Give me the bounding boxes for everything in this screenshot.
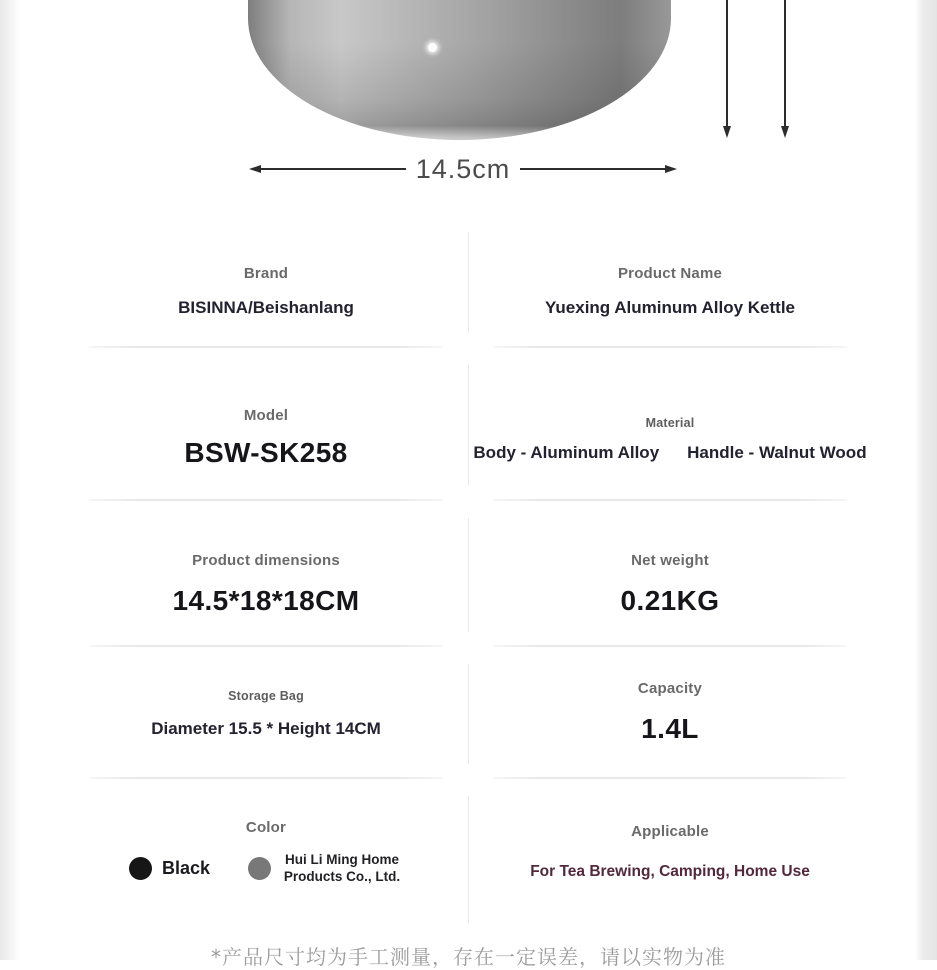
product-name-label: Product Name	[617, 265, 723, 283]
net-weight-value: 0.21KG	[620, 585, 720, 617]
height-dimension-line-inner	[779, 0, 791, 138]
dimension-line-segment	[784, 0, 786, 126]
black-color-swatch	[129, 857, 152, 880]
net-weight-label: Net weight	[631, 552, 709, 570]
color-option-name: Black	[161, 858, 211, 878]
storage-bag-value: Diameter 15.5 * Height 14CM	[151, 718, 381, 738]
storage-bag-label: Storage Bag	[228, 688, 304, 703]
kettle-product-image	[248, 0, 671, 140]
arrow-down-icon	[781, 126, 789, 138]
dimensions-label: Product dimensions	[192, 552, 340, 570]
spec-cell-model	[64, 347, 468, 500]
spec-cell-capacity	[468, 646, 872, 778]
page-left-gutter	[0, 0, 20, 960]
dimension-line-segment	[726, 0, 728, 126]
spec-grid	[64, 228, 872, 920]
width-dimension-line	[249, 152, 677, 186]
width-dimension-label: 14.5cm	[415, 153, 511, 184]
color-option-manufacturer	[248, 852, 403, 884]
brand-label: Brand	[243, 265, 289, 283]
material-value	[473, 443, 866, 463]
capacity-value: 1.4L	[641, 713, 699, 745]
spec-cell-net-weight	[468, 500, 872, 646]
color-options	[129, 852, 403, 884]
spec-cell-dimensions	[64, 500, 468, 646]
product-name-value: Yuexing Aluminum Alloy Kettle	[545, 298, 795, 318]
color-option-black	[129, 857, 210, 880]
spec-cell-applicable	[468, 778, 872, 920]
dimensions-value: 14.5*18*18CM	[172, 585, 360, 617]
applicable-label: Applicable	[631, 823, 709, 841]
dimension-line-segment	[520, 168, 665, 170]
manufacturer-name: Hui Li Ming Home Products Co., Ltd.	[283, 852, 401, 884]
arrow-left-icon	[249, 165, 261, 173]
page-right-gutter	[915, 0, 937, 960]
material-label: Material	[645, 415, 695, 430]
brand-value: BISINNA/Beishanlang	[178, 298, 354, 318]
arrow-down-icon	[723, 126, 731, 138]
dimension-line-segment	[261, 168, 406, 170]
color-label: Color	[245, 819, 287, 837]
kettle-highlight-dot	[428, 43, 437, 52]
spec-cell-brand	[64, 228, 468, 347]
spec-cell-storage-bag	[64, 646, 468, 778]
model-label: Model	[243, 407, 289, 425]
capacity-label: Capacity	[637, 680, 703, 698]
spec-cell-product-name	[468, 228, 872, 347]
spec-cell-color	[64, 778, 468, 920]
arrow-right-icon	[665, 165, 677, 173]
material-body: Body - Aluminum Alloy	[473, 442, 660, 462]
material-handle: Handle - Walnut Wood	[687, 442, 867, 462]
bottom-disclaimer: *产品尺寸均为手工测量，存在一定误差，请以实物为准	[211, 945, 726, 969]
height-dimension-line-outer	[721, 0, 733, 138]
model-value: BSW-SK258	[184, 437, 348, 469]
applicable-value: For Tea Brewing, Camping, Home Use	[530, 863, 810, 881]
gray-color-swatch	[248, 857, 271, 880]
spec-cell-material	[468, 347, 872, 500]
